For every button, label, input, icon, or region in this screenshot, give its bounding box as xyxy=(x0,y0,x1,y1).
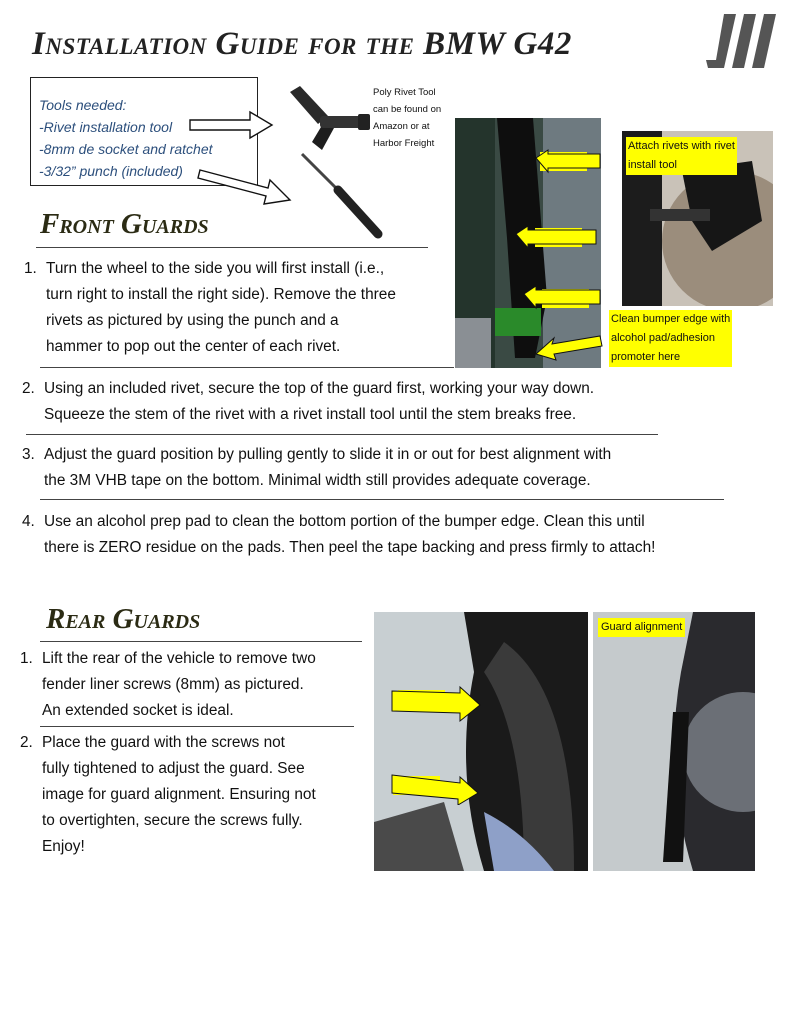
tool-item: -3/32” punch (included) xyxy=(39,163,183,179)
front-step-3 xyxy=(22,442,762,498)
divider xyxy=(40,499,724,500)
step-line: Lift the rear of the vehicle to remove two xyxy=(42,650,316,667)
rear-step-1 xyxy=(20,646,370,728)
step-line: Place the guard with the screws not xyxy=(42,734,285,751)
caption-line: Poly Rivet Tool xyxy=(373,87,436,98)
divider xyxy=(40,641,362,642)
step-line: Turn the wheel to the side you will first install (i.e., xyxy=(46,260,385,277)
step-line: there is ZERO residue on the pads. Then peel the tape backing and press firmly to attach! xyxy=(44,539,656,556)
clean-caption xyxy=(609,310,732,367)
step-number: 2. xyxy=(20,734,33,751)
step-text xyxy=(42,730,316,860)
page-title: Installation Guide for the BMW G42 xyxy=(32,26,572,62)
divider xyxy=(36,247,428,248)
step-number: 1. xyxy=(24,260,37,277)
caption-line: can be found on xyxy=(373,104,442,115)
step-line: Enjoy! xyxy=(42,838,85,855)
remove-arrows xyxy=(496,140,606,365)
divider xyxy=(26,434,658,435)
brand-logo xyxy=(702,10,780,72)
step-line: Squeeze the stem of the rivet with a rivet install tool until the stem breaks free. xyxy=(44,406,577,423)
step-line: image for guard alignment. Ensuring not xyxy=(42,786,316,803)
step-line: fully tightened to adjust the guard. See xyxy=(42,760,305,777)
step-number: 4. xyxy=(22,513,35,530)
caption-line: Amazon or at xyxy=(373,121,430,132)
step-text xyxy=(42,646,316,724)
caption-line: install tool xyxy=(626,156,679,175)
rear-step-2 xyxy=(20,730,370,864)
step-line: Adjust the guard position by pulling gently to slide it in or out for best alignment with xyxy=(44,446,612,463)
step-text xyxy=(44,509,655,561)
step-line: rivets as pictured by using the punch and a xyxy=(46,312,339,329)
poly-rivet-caption xyxy=(373,84,441,152)
step-number: 1. xyxy=(20,650,33,667)
step-line: Using an included rivet, secure the top of the guard first, working your way down. xyxy=(44,380,595,397)
divider xyxy=(40,367,454,368)
punch-tool-image xyxy=(296,150,386,242)
guard-alignment-caption: Guard alignment xyxy=(598,618,685,637)
front-step-2 xyxy=(22,376,762,432)
tools-heading: Tools needed: xyxy=(39,97,127,113)
front-step-1 xyxy=(24,256,454,366)
step-number: 2. xyxy=(22,380,35,397)
guard-alignment-photo xyxy=(593,612,755,871)
step-line: to overtighten, secure the screws fully. xyxy=(42,812,303,829)
step-text xyxy=(44,376,594,428)
step-line: turn right to install the right side). Remove the three xyxy=(46,286,396,303)
step-text xyxy=(44,442,611,494)
tool-item: -8mm de socket and ratchet xyxy=(39,141,213,157)
step-number: 3. xyxy=(22,446,35,463)
step-line: hammer to pop out the center of each rivet. xyxy=(46,338,341,355)
tool-item: -Rivet installation tool xyxy=(39,119,173,135)
step-line: the 3M VHB tape on the bottom. Minimal width still provides adequate coverage. xyxy=(44,472,591,489)
caption-line: alcohol pad/adhesion xyxy=(609,329,717,348)
divider xyxy=(40,726,354,727)
rivet-tool-image xyxy=(278,82,373,157)
caption-line: Harbor Freight xyxy=(373,138,435,149)
caption-line: promoter here xyxy=(609,348,682,367)
rear-guards-heading: Rear Guards xyxy=(46,603,201,635)
step-line: An extended socket is ideal. xyxy=(42,702,234,719)
remove-arrows xyxy=(388,685,488,805)
front-guards-heading: Front Guards xyxy=(40,208,209,240)
front-step-4 xyxy=(22,509,782,565)
caption-line: Attach rivets with rivet xyxy=(626,137,737,156)
step-text xyxy=(46,256,396,360)
step-line: Use an alcohol prep pad to clean the bottom portion of the bumper edge. Clean this until xyxy=(44,513,645,530)
attach-caption xyxy=(626,137,737,175)
step-line: fender liner screws (8mm) as pictured. xyxy=(42,676,304,693)
caption-line: Clean bumper edge with xyxy=(609,310,732,329)
